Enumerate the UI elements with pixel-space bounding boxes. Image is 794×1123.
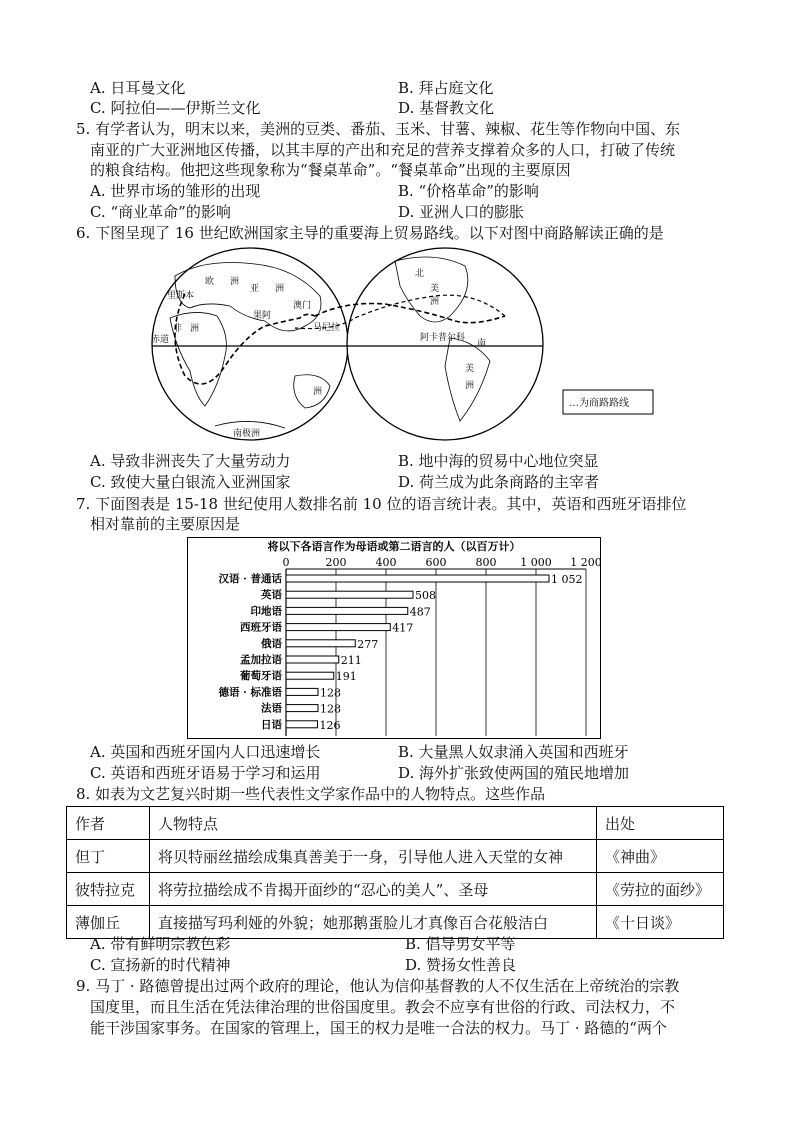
label-oceania: 洲 [313, 387, 323, 397]
cell-source: 《神曲》 [597, 840, 724, 873]
q6-option-d: D. 荷兰成为此条商路的主宰者 [398, 473, 600, 491]
category-label: 汉语 · 普通话 [218, 573, 282, 585]
category-label: 日语 [261, 718, 282, 731]
q5-option-a: A. 世界市场的雏形的出现 [90, 182, 261, 200]
bar-value-label: 211 [340, 654, 362, 667]
bar [286, 624, 390, 631]
cell-author: 薄伽丘 [67, 906, 150, 939]
bar-value-label: 126 [319, 718, 341, 732]
label-north-america-2: 洲 [430, 297, 440, 307]
q4-option-d: D. 基督教文化 [398, 99, 495, 117]
q9-stem-line-2: 国度里，而且生活在凭法律治理的世俗国度里。教会不应享有世俗的行政、司法权力，不 [90, 998, 676, 1016]
category-label: 俄语 [261, 637, 282, 650]
cell-features: 将贝特丽丝描绘成集真善美于一身，引导他人进入天堂的女神 [150, 840, 597, 873]
cell-features: 将劳拉描绘成不肯揭开面纱的“忍心的美人”、圣母 [150, 873, 597, 906]
label-lisbon: 里斯本 [167, 291, 195, 301]
q7-option-b: B. 大量黑人奴隶涌入英国和西班牙 [398, 743, 629, 761]
q4-option-b: B. 拜占庭文化 [398, 79, 494, 97]
x-tick-label: 1 200 [570, 556, 600, 569]
table-row [67, 840, 724, 873]
q5-stem-line-2: 南亚的广大亚洲地区传播，以其丰厚的产出和充足的营养支撑着众多的人口，打破了传统 [90, 141, 676, 159]
bar [286, 591, 413, 598]
x-tick-label: 1 000 [520, 556, 552, 569]
category-label: 孟加拉语 [240, 654, 282, 666]
q9-stem-line-1: 9. 马丁 · 路德曾提出过两个政府的理论，他认为信仰基督教的人不仅生活在上帝统治的宗教 [76, 977, 680, 995]
label-africa: 非 [173, 324, 183, 334]
category-label: 德语 · 标准语 [218, 686, 282, 699]
q5-option-d: D. 亚洲人口的膨胀 [398, 203, 525, 221]
trade-route-map [145, 246, 665, 444]
q6-option-a: A. 导致非洲丧失了大量劳动力 [90, 452, 291, 470]
label-europe-2: 洲 [230, 277, 240, 287]
q6-stem: 6. 下图呈现了 16 世纪欧洲国家主导的重要海上贸易路线。以下对图中商路解读正确的是 [76, 224, 664, 242]
q8-option-b: B. 倡导男女平等 [405, 935, 516, 953]
category-label: 印地语 [250, 605, 282, 618]
literature-table [66, 806, 724, 939]
bar-value-label: 191 [335, 670, 357, 684]
label-antarctica: 南极洲 [233, 429, 261, 439]
western-hemisphere-globe [347, 248, 543, 440]
label-asia-2: 洲 [275, 284, 285, 294]
label-macau: 澳门 [293, 301, 312, 311]
q6-option-c: C. 致使大量白银流入亚洲国家 [90, 473, 291, 491]
x-tick-label: 600 [425, 556, 447, 569]
category-label: 英语 [261, 589, 282, 602]
cell-features: 直接描写玛利娅的外貌；她那鹅蛋脸儿才真像百合花般洁白 [150, 906, 597, 939]
bar-value-label: 417 [392, 621, 414, 635]
bar-value-label: 508 [415, 589, 436, 603]
cell-author: 但丁 [67, 840, 150, 873]
q5-stem-line-1: 5. 有学者认为，明末以来，美洲的豆类、番茄、玉米、甘薯、辣椒、花生等作物向中国、东 [76, 120, 681, 138]
category-label: 葡萄牙语 [240, 670, 282, 683]
bar-value-label: 487 [409, 605, 431, 619]
language-bar-chart [188, 538, 600, 738]
category-label: 西班牙语 [240, 621, 282, 634]
label-south-america-2: 洲 [465, 381, 475, 391]
x-tick-label: 0 [282, 556, 290, 569]
language-chart [187, 537, 601, 739]
chart-title: 将以下各语言作为母语或第二语言的人（以百万计） [267, 540, 521, 553]
q5-stem-line-3: 的粮食结构。他把这些现象称为“餐桌革命”。“餐桌革命”出现的主要原因 [90, 161, 571, 179]
bar-value-label: 128 [320, 686, 341, 700]
x-tick-label: 800 [475, 556, 497, 569]
label-north: 北 [415, 269, 425, 279]
table-header-row [67, 807, 724, 840]
bar [286, 656, 339, 663]
bar [286, 575, 549, 582]
eastern-hemisphere-globe [152, 248, 348, 440]
label-goa: 果阿 [253, 311, 272, 321]
label-equator: 赤道 [151, 335, 170, 345]
label-europe: 欧 [205, 277, 215, 287]
q7-stem-line-1: 7. 下面图表是 15-18 世纪使用人数排名前 10 位的语言统计表。其中，英语和西班牙语排位 [76, 495, 687, 513]
x-tick-label: 400 [375, 556, 397, 569]
bar [286, 705, 318, 712]
cell-source: 《劳拉的面纱》 [597, 873, 724, 906]
header-author: 作者 [67, 807, 150, 840]
cell-author: 彼特拉克 [67, 873, 150, 906]
q8-option-c: C. 宣扬新的时代精神 [90, 956, 231, 974]
label-acapulco: 阿卡普尔科 [420, 333, 466, 343]
label-manila: 马尼拉 [313, 323, 341, 333]
q5-option-b: B. “价格革命”的影响 [398, 182, 539, 200]
q7-option-d: D. 海外扩张致使两国的殖民地增加 [398, 764, 630, 782]
bar-value-label: 128 [320, 702, 341, 716]
header-features: 人物特点 [150, 807, 597, 840]
bar [286, 672, 334, 679]
label-asia: 亚 [250, 284, 260, 294]
header-source: 出处 [597, 807, 724, 840]
q4-option-a: A. 日耳曼文化 [90, 79, 186, 97]
label-africa-2: 洲 [190, 324, 200, 334]
q8-option-a: A. 带有鲜明宗教色彩 [90, 935, 231, 953]
cell-source: 《十日谈》 [597, 906, 724, 939]
q7-stem-line-2: 相对靠前的主要原因是 [90, 515, 241, 533]
category-label: 法语 [261, 702, 282, 715]
bar-value-label: 1 052 [551, 573, 583, 586]
bar [286, 640, 355, 647]
label-north-america: 美 [430, 284, 440, 294]
q9-stem-line-3: 能干涉国家事务。在国家的管理上，国王的权力是唯一合法的权力。马丁 · 路德的“两个 [90, 1019, 667, 1037]
q6-option-b: B. 地中海的贸易中心地位突显 [398, 452, 599, 470]
bar [286, 607, 408, 614]
bar [286, 688, 318, 695]
q8-option-d: D. 赞扬女性善良 [405, 956, 517, 974]
q8-stem: 8. 如表为文艺复兴时期一些代表性文学家作品中的人物特点。这些作品 [76, 785, 546, 803]
q7-option-c: C. 英语和西班牙语易于学习和运用 [90, 764, 321, 782]
q5-option-c: C. “商业革命”的影响 [90, 203, 231, 221]
q7-option-a: A. 英国和西班牙国内人口迅速增长 [90, 743, 321, 761]
bar-value-label: 277 [357, 637, 379, 651]
map-legend: …为商路路线 [569, 398, 629, 409]
x-tick-label: 200 [325, 556, 347, 569]
label-south-america: 美 [465, 364, 475, 374]
q4-option-c: C. 阿拉伯——伊斯兰文化 [90, 99, 261, 117]
table-row [67, 873, 724, 906]
bar [286, 721, 318, 728]
label-south: 南 [477, 339, 487, 349]
